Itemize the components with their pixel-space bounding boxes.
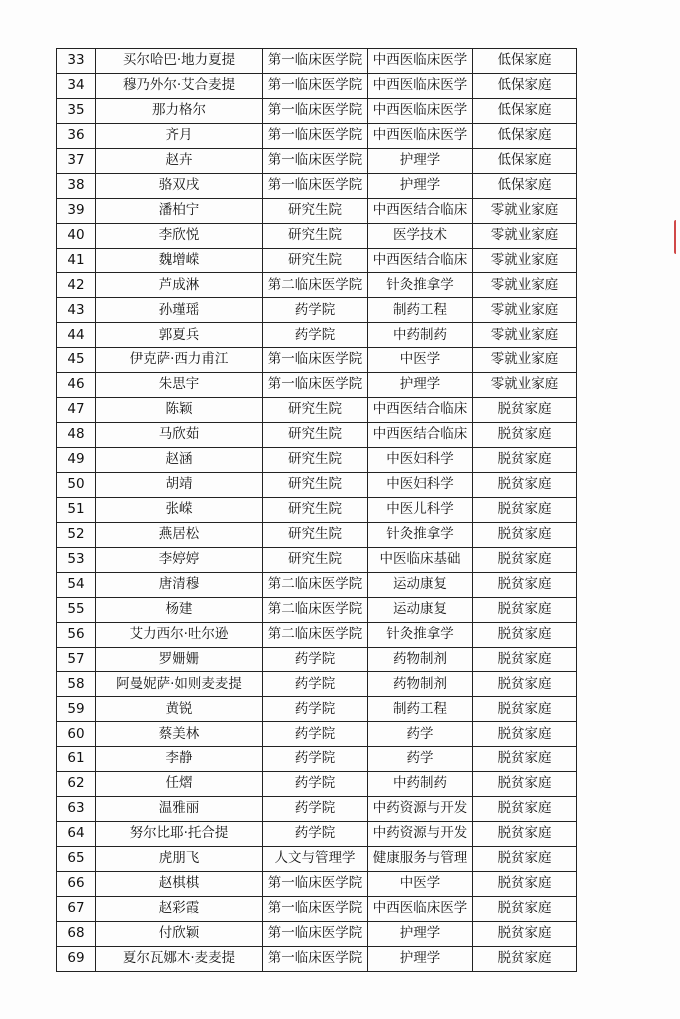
student-name-cell: 杨建 [96, 597, 263, 622]
college-cell: 药学院 [263, 747, 368, 772]
major-cell: 中西医结合临床 [368, 248, 473, 273]
family-category-cell: 脱贫家庭 [473, 747, 577, 772]
row-number-cell: 69 [57, 946, 96, 971]
table-row [57, 697, 577, 722]
table-row [57, 622, 577, 647]
student-name-cell: 朱思宇 [96, 373, 263, 398]
table-row [57, 921, 577, 946]
major-cell: 护理学 [368, 173, 473, 198]
major-cell: 运动康复 [368, 597, 473, 622]
family-category-cell: 脱贫家庭 [473, 398, 577, 423]
student-name-cell: 孙瑾瑶 [96, 298, 263, 323]
student-name-cell: 夏尔瓦娜木·麦麦提 [96, 946, 263, 971]
student-name-cell: 虎朋飞 [96, 847, 263, 872]
major-cell: 中西医临床医学 [368, 98, 473, 123]
student-name-cell: 赵卉 [96, 148, 263, 173]
table-row [57, 248, 577, 273]
college-cell: 药学院 [263, 298, 368, 323]
family-category-cell: 脱贫家庭 [473, 871, 577, 896]
college-cell: 第一临床医学院 [263, 98, 368, 123]
table-row [57, 497, 577, 522]
row-number-cell: 50 [57, 472, 96, 497]
major-cell: 针灸推拿学 [368, 273, 473, 298]
major-cell: 中药资源与开发 [368, 797, 473, 822]
table-row [57, 747, 577, 772]
student-name-cell: 伊克萨·西力甫江 [96, 348, 263, 373]
college-cell: 药学院 [263, 797, 368, 822]
family-category-cell: 脱贫家庭 [473, 921, 577, 946]
table-row [57, 123, 577, 148]
college-cell: 药学院 [263, 323, 368, 348]
student-roster-table [56, 48, 577, 972]
row-number-cell: 49 [57, 448, 96, 473]
student-name-cell: 付欣颖 [96, 921, 263, 946]
family-category-cell: 零就业家庭 [473, 373, 577, 398]
major-cell: 药物制剂 [368, 672, 473, 697]
major-cell: 中医学 [368, 348, 473, 373]
student-name-cell: 赵涵 [96, 448, 263, 473]
table-row [57, 448, 577, 473]
table-row [57, 647, 577, 672]
family-category-cell: 零就业家庭 [473, 198, 577, 223]
student-name-cell: 齐月 [96, 123, 263, 148]
college-cell: 第一临床医学院 [263, 921, 368, 946]
family-category-cell: 零就业家庭 [473, 273, 577, 298]
student-name-cell: 潘柏宁 [96, 198, 263, 223]
major-cell: 中西医临床医学 [368, 49, 473, 74]
table-row [57, 472, 577, 497]
college-cell: 研究生院 [263, 248, 368, 273]
table-row [57, 73, 577, 98]
family-category-cell: 低保家庭 [473, 73, 577, 98]
family-category-cell: 低保家庭 [473, 173, 577, 198]
major-cell: 医学技术 [368, 223, 473, 248]
family-category-cell: 零就业家庭 [473, 223, 577, 248]
family-category-cell: 低保家庭 [473, 123, 577, 148]
table-row [57, 98, 577, 123]
table-row [57, 173, 577, 198]
family-category-cell: 脱贫家庭 [473, 572, 577, 597]
family-category-cell: 脱贫家庭 [473, 622, 577, 647]
major-cell: 药物制剂 [368, 647, 473, 672]
major-cell: 中医儿科学 [368, 497, 473, 522]
student-name-cell: 努尔比耶·托合提 [96, 822, 263, 847]
family-category-cell: 零就业家庭 [473, 348, 577, 373]
table-row [57, 871, 577, 896]
student-name-cell: 唐清穆 [96, 572, 263, 597]
college-cell: 研究生院 [263, 223, 368, 248]
major-cell: 护理学 [368, 921, 473, 946]
student-name-cell: 李欣悦 [96, 223, 263, 248]
row-number-cell: 63 [57, 797, 96, 822]
row-number-cell: 43 [57, 298, 96, 323]
family-category-cell: 脱贫家庭 [473, 672, 577, 697]
row-number-cell: 58 [57, 672, 96, 697]
major-cell: 针灸推拿学 [368, 622, 473, 647]
major-cell: 针灸推拿学 [368, 522, 473, 547]
college-cell: 研究生院 [263, 547, 368, 572]
family-category-cell: 脱贫家庭 [473, 448, 577, 473]
red-seal-edge-mark [674, 220, 680, 254]
table-row [57, 822, 577, 847]
college-cell: 药学院 [263, 672, 368, 697]
row-number-cell: 34 [57, 73, 96, 98]
row-number-cell: 51 [57, 497, 96, 522]
row-number-cell: 36 [57, 123, 96, 148]
major-cell: 中药制药 [368, 323, 473, 348]
student-name-cell: 黄锐 [96, 697, 263, 722]
row-number-cell: 67 [57, 896, 96, 921]
family-category-cell: 脱贫家庭 [473, 697, 577, 722]
row-number-cell: 54 [57, 572, 96, 597]
student-name-cell: 魏增嵘 [96, 248, 263, 273]
family-category-cell: 脱贫家庭 [473, 847, 577, 872]
row-number-cell: 33 [57, 49, 96, 74]
table-row [57, 398, 577, 423]
college-cell: 药学院 [263, 722, 368, 747]
row-number-cell: 61 [57, 747, 96, 772]
family-category-cell: 脱贫家庭 [473, 497, 577, 522]
major-cell: 护理学 [368, 148, 473, 173]
family-category-cell: 脱贫家庭 [473, 896, 577, 921]
college-cell: 第一临床医学院 [263, 49, 368, 74]
major-cell: 中药资源与开发 [368, 822, 473, 847]
table-row [57, 423, 577, 448]
major-cell: 中西医临床医学 [368, 73, 473, 98]
student-name-cell: 芦成淋 [96, 273, 263, 298]
family-category-cell: 零就业家庭 [473, 298, 577, 323]
family-category-cell: 脱贫家庭 [473, 822, 577, 847]
table-row [57, 572, 577, 597]
student-name-cell: 赵彩霞 [96, 896, 263, 921]
family-category-cell: 脱贫家庭 [473, 797, 577, 822]
student-name-cell: 陈颖 [96, 398, 263, 423]
row-number-cell: 60 [57, 722, 96, 747]
table-row [57, 522, 577, 547]
row-number-cell: 68 [57, 921, 96, 946]
college-cell: 研究生院 [263, 198, 368, 223]
college-cell: 第一临床医学院 [263, 896, 368, 921]
major-cell: 中西医临床医学 [368, 896, 473, 921]
college-cell: 研究生院 [263, 472, 368, 497]
row-number-cell: 37 [57, 148, 96, 173]
major-cell: 中医妇科学 [368, 448, 473, 473]
student-name-cell: 郭夏兵 [96, 323, 263, 348]
table-row [57, 896, 577, 921]
college-cell: 人文与管理学 [263, 847, 368, 872]
college-cell: 药学院 [263, 647, 368, 672]
college-cell: 第一临床医学院 [263, 373, 368, 398]
table-row [57, 148, 577, 173]
family-category-cell: 脱贫家庭 [473, 946, 577, 971]
family-category-cell: 低保家庭 [473, 49, 577, 74]
student-name-cell: 张嵘 [96, 497, 263, 522]
row-number-cell: 48 [57, 423, 96, 448]
student-name-cell: 赵棋棋 [96, 871, 263, 896]
row-number-cell: 47 [57, 398, 96, 423]
major-cell: 护理学 [368, 946, 473, 971]
college-cell: 研究生院 [263, 423, 368, 448]
college-cell: 研究生院 [263, 398, 368, 423]
major-cell: 健康服务与管理 [368, 847, 473, 872]
major-cell: 运动康复 [368, 572, 473, 597]
student-name-cell: 李婷婷 [96, 547, 263, 572]
major-cell: 制药工程 [368, 697, 473, 722]
student-name-cell: 任熠 [96, 772, 263, 797]
table-row [57, 323, 577, 348]
college-cell: 第二临床医学院 [263, 273, 368, 298]
college-cell: 第二临床医学院 [263, 622, 368, 647]
family-category-cell: 脱贫家庭 [473, 522, 577, 547]
college-cell: 第二临床医学院 [263, 572, 368, 597]
college-cell: 研究生院 [263, 522, 368, 547]
student-name-cell: 那力格尔 [96, 98, 263, 123]
table-row [57, 348, 577, 373]
row-number-cell: 57 [57, 647, 96, 672]
row-number-cell: 65 [57, 847, 96, 872]
row-number-cell: 53 [57, 547, 96, 572]
student-name-cell: 马欣茹 [96, 423, 263, 448]
row-number-cell: 41 [57, 248, 96, 273]
major-cell: 中西医结合临床 [368, 423, 473, 448]
row-number-cell: 59 [57, 697, 96, 722]
college-cell: 第一临床医学院 [263, 148, 368, 173]
table-row [57, 273, 577, 298]
row-number-cell: 39 [57, 198, 96, 223]
row-number-cell: 62 [57, 772, 96, 797]
family-category-cell: 脱贫家庭 [473, 423, 577, 448]
family-category-cell: 低保家庭 [473, 148, 577, 173]
college-cell: 药学院 [263, 772, 368, 797]
table-row [57, 722, 577, 747]
table-row [57, 772, 577, 797]
student-name-cell: 胡靖 [96, 472, 263, 497]
student-name-cell: 罗姗姗 [96, 647, 263, 672]
college-cell: 研究生院 [263, 448, 368, 473]
major-cell: 药学 [368, 747, 473, 772]
table-row [57, 547, 577, 572]
student-name-cell: 骆双戌 [96, 173, 263, 198]
table-row [57, 946, 577, 971]
student-name-cell: 蔡美林 [96, 722, 263, 747]
major-cell: 中医临床基础 [368, 547, 473, 572]
major-cell: 中医学 [368, 871, 473, 896]
major-cell: 中药制药 [368, 772, 473, 797]
roster-table-body [57, 49, 577, 972]
family-category-cell: 脱贫家庭 [473, 597, 577, 622]
table-row [57, 298, 577, 323]
college-cell: 第二临床医学院 [263, 597, 368, 622]
row-number-cell: 44 [57, 323, 96, 348]
table-row [57, 847, 577, 872]
table-row [57, 597, 577, 622]
row-number-cell: 64 [57, 822, 96, 847]
row-number-cell: 66 [57, 871, 96, 896]
family-category-cell: 脱贫家庭 [473, 647, 577, 672]
table-row [57, 198, 577, 223]
row-number-cell: 35 [57, 98, 96, 123]
major-cell: 制药工程 [368, 298, 473, 323]
table-row [57, 49, 577, 74]
major-cell: 中西医临床医学 [368, 123, 473, 148]
major-cell: 中西医结合临床 [368, 398, 473, 423]
student-name-cell: 李静 [96, 747, 263, 772]
row-number-cell: 40 [57, 223, 96, 248]
college-cell: 第一临床医学院 [263, 173, 368, 198]
college-cell: 第一临床医学院 [263, 871, 368, 896]
college-cell: 药学院 [263, 697, 368, 722]
college-cell: 第一临床医学院 [263, 348, 368, 373]
family-category-cell: 脱贫家庭 [473, 722, 577, 747]
table-row [57, 672, 577, 697]
row-number-cell: 52 [57, 522, 96, 547]
family-category-cell: 零就业家庭 [473, 248, 577, 273]
major-cell: 护理学 [368, 373, 473, 398]
student-name-cell: 买尔哈巴·地力夏提 [96, 49, 263, 74]
family-category-cell: 脱贫家庭 [473, 772, 577, 797]
college-cell: 第一临床医学院 [263, 73, 368, 98]
family-category-cell: 脱贫家庭 [473, 472, 577, 497]
family-category-cell: 脱贫家庭 [473, 547, 577, 572]
family-category-cell: 低保家庭 [473, 98, 577, 123]
row-number-cell: 55 [57, 597, 96, 622]
row-number-cell: 38 [57, 173, 96, 198]
row-number-cell: 46 [57, 373, 96, 398]
table-row [57, 797, 577, 822]
major-cell: 药学 [368, 722, 473, 747]
student-name-cell: 阿曼妮萨·如则麦麦提 [96, 672, 263, 697]
college-cell: 第一临床医学院 [263, 946, 368, 971]
row-number-cell: 42 [57, 273, 96, 298]
row-number-cell: 45 [57, 348, 96, 373]
row-number-cell: 56 [57, 622, 96, 647]
college-cell: 研究生院 [263, 497, 368, 522]
family-category-cell: 零就业家庭 [473, 323, 577, 348]
college-cell: 药学院 [263, 822, 368, 847]
student-name-cell: 艾力西尔·吐尔逊 [96, 622, 263, 647]
table-row [57, 223, 577, 248]
major-cell: 中西医结合临床 [368, 198, 473, 223]
student-name-cell: 温雅丽 [96, 797, 263, 822]
major-cell: 中医妇科学 [368, 472, 473, 497]
student-name-cell: 燕居松 [96, 522, 263, 547]
college-cell: 第一临床医学院 [263, 123, 368, 148]
table-row [57, 373, 577, 398]
student-name-cell: 穆乃外尔·艾合麦提 [96, 73, 263, 98]
